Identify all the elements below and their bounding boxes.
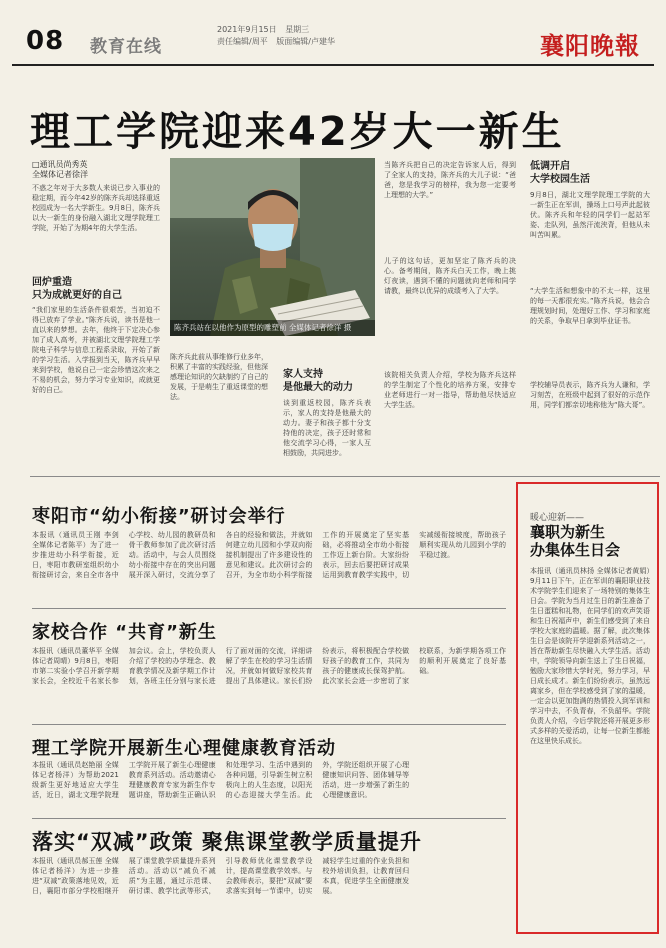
lead-col3-para1: 当陈齐兵把自己的决定告诉家人后，得到了全家人的支持，陈齐兵的大儿子说：“爸爸，您是我学习的榜样，我为您一定要考上理想的大学。” <box>384 161 516 199</box>
masthead-editor-line <box>217 36 335 47</box>
article2-title: 枣阳市“幼小衔接”研讨会举行 <box>32 506 286 527</box>
side-title-line1: 襄职为新生 <box>530 523 606 541</box>
lead-byline <box>32 160 88 180</box>
article4-body: 本报讯（通讯员赵艳丽 全媒体记者杨洋）为帮助2021级新生更好地适应大学生活，近日，湖北文理学院理工学院开展了新生心理健康教育系列活动。活动邀请心理健康教育专家为新生作专题讲座，帮助新生正确认识和处理学习、生活中遇到的各种问题，引导新生树立积极向上的人生态度，以阳光的心态迎接大学生活。此外，学院还组织开展了心理健康知识问答、团体辅导等活动，进一步增强了新生的心理健康意识。 <box>32 761 410 799</box>
article3-body: 本报讯（通讯员董华平 全媒体记者周晴）9月8日，枣阳市第二实验小学召开新学期家长会，全校近千名家长参加会议。会上，学校负责人介绍了学校的办学理念、教育教学情况及新学期工作计划，各班主任分别与家长进行了面对面的交流，详细讲解了学生在校的学习生活情况，并就如何做好家校共育提出了具体建议。家长们纷纷表示，将积极配合学校做好孩子的教育工作，共同为孩子的健康成长保驾护航。此次家长会进一步密切了家校联系，为新学期各项工作的顺利开展奠定了良好基础。 <box>32 647 506 685</box>
byline-reporter-2: 全媒体记者徐洋 <box>32 170 88 179</box>
lead-subhead-2 <box>283 368 353 394</box>
masthead <box>12 20 654 66</box>
lead-subhead-4 <box>530 160 590 186</box>
article2-body: 本报讯（通讯员王刚 李剑 全媒体记者陈平）为了进一步推进幼小科学衔接，近日，枣阳市教研室组织幼小衔接研讨会，来自全市各中心学校、幼儿园的教研员和骨干教师参加了此次研讨活动。活动中，与会人员围绕幼小衔接中存在的突出问题展开深入研讨，交流分享了各自的经验和做法，并就如何建立幼儿园和小学双向衔接机制提出了许多建设性的意见和建议。此次研讨会的召开，为全市幼小科学衔接工作的开展奠定了坚实基础，必将推动全市幼小衔接工作迈上新台阶。大家纷纷表示，回去后要把研讨成果运用到教育教学实践中，切实减缓衔接坡度，帮助孩子顺利实现从幼儿园到小学的平稳过渡。 <box>32 531 506 579</box>
masthead-editor: 责任编辑/周平 <box>217 37 268 46</box>
lead-col1-para1: 不惑之年对于大多数人来说已步入事业的稳定期，而今年42岁的陈齐兵却选择重返校园成为一名大学新生。9月8日，陈齐兵以大一新生的身份融入湖北文理学院理工学院，开始了为期4年的大学生活。 <box>32 184 160 232</box>
side-body: 本报讯（通讯员林扬 全媒体记者黄娟）9月11日下午，正在军训的襄阳职业技术学院学生们迎来了一场特别的集体生日会。学院为当月过生日的新生准备了生日蛋糕和礼物，在同学们的欢声笑语和生日祝福声中，新生们感受到了来自学校大家庭的温暖。据了解，此次集体生日会是该院开学迎新系列活动之一，旨在帮助新生尽快融入大学生活。活动中，学院领导向新生送上了生日祝福，勉励大家珍惜大学时光，努力学习，早日成长成才。新生们纷纷表示，虽然远离家乡，但在学校感受到了家的温暖，一定会以更加饱满的热情投入到军训和学习中去，不负青春，不负韶华。学院负责人介绍，今后学院还将开展更多形式多样的关爱活动，让每一位新生都能在这里快乐成长。 <box>530 567 650 745</box>
page-number: 08 <box>26 26 65 56</box>
masthead-date-line <box>217 24 309 35</box>
lead-subhead-1 <box>32 276 122 302</box>
masthead-layout: 版面编辑/卢建华 <box>276 37 335 46</box>
lead-col4-para3: 学校辅导员表示，陈齐兵为人谦和，学习刻苦，在班级中起到了很好的示范作用，同学们都亲切地称他为“陈大哥”。 <box>530 381 650 409</box>
masthead-weekday: 星期三 <box>285 25 310 34</box>
masthead-date: 2021年9月15日 <box>217 25 277 34</box>
subhead-4b: 大学校园生活 <box>530 174 590 185</box>
photo-illustration <box>170 158 375 336</box>
lead-col4-para1: 9月8日，湖北文理学院理工学院的大一新生正在军训，操场上口号声此起彼伏。陈齐兵和年轻的同学们一起站军姿、走队列，虽然汗流浃背，但他从未叫苦叫累。 <box>530 191 650 239</box>
divider-2 <box>32 608 506 609</box>
newspaper-brand-logo: 襄阳晚報 <box>540 31 640 60</box>
subhead-1a: 回炉重造 <box>32 277 72 288</box>
section-name: 教育在线 <box>90 37 162 57</box>
divider-4 <box>32 818 506 819</box>
subhead-1b: 只为成就更好的自己 <box>32 290 122 301</box>
side-title <box>530 523 620 559</box>
subhead-2b: 是他最大的动力 <box>283 382 353 393</box>
article3-title: 家校合作 “共育”新生 <box>32 622 217 643</box>
byline-reporter: □通讯员尚秀英 <box>32 160 88 169</box>
lead-col4-para2: “大学生活和想象中的不太一样，这里的每一天都很充实。”陈齐兵说，他会合理规划时间，处理好工作、学习和家庭的关系，争取早日拿到毕业证书。 <box>530 287 650 325</box>
lead-headline: 理工学院迎来42岁大一新生 <box>30 109 565 155</box>
subhead-4a: 低调开启 <box>530 161 570 172</box>
lead-col3-para3: 该院相关负责人介绍，学校为陈齐兵这样的学生制定了个性化的培养方案，安排专业老师进行一对一指导，帮助他尽快适应大学生活。 <box>384 371 516 409</box>
lead-col1-para2: “我们家里的生活条件很艰苦，当初迫不得已放弃了学业。”陈齐兵说，读书是他一直以来的梦想。去年，他终于下定决心参加了成人高考，并被湖北文理学院理工学院电子科学与信息工程系录取，开始了新的学习生活。入学报到当天，陈齐兵早早来到学校，他说自己一定会珍惜这次来之不易的机会，努力学习专业知识，成就更好的自己。 <box>32 306 160 394</box>
lead-col2-para1: 陈齐兵此前从事维修行业多年，积累了丰富的实践经验，但他深感理论知识的欠缺制约了自己的发展，于是萌生了重返课堂的想法。 <box>170 353 268 401</box>
lead-photo <box>170 158 375 336</box>
side-kicker: 暖心迎新—— <box>530 513 585 523</box>
photo-caption: 陈齐兵站在以他作为原型的雕塑前 全媒体记者徐洋 摄 <box>170 320 375 336</box>
side-title-line2: 办集体生日会 <box>530 541 621 559</box>
section-divider <box>30 476 660 477</box>
subhead-2a: 家人支持 <box>283 369 323 380</box>
lead-col2-para2: 谈到重返校园，陈齐兵表示，家人的支持是他最大的动力。妻子和孩子都十分支持他的决定，孩子还时常和他交流学习心得，一家人互相鼓励，共同进步。 <box>283 399 371 457</box>
article4-title: 理工学院开展新生心理健康教育活动 <box>32 738 336 759</box>
article5-body: 本报讯（通讯员郝玉莲 全媒体记者杨洋）为进一步推进“双减”政策落地见效，近日，襄阳市部分学校相继开展了课堂教学质量提升系列活动。活动以“减负不减质”为主题，通过示范课、研讨课、教学比武等形式，引导教师优化课堂教学设计，提高课堂教学效率。与会教师表示，要把“双减”要求落实到每一节课中，切实减轻学生过重的作业负担和校外培训负担，让教育回归本真，促进学生全面健康发展。 <box>32 857 410 895</box>
lead-col3-para2: 儿子的这句话，更加坚定了陈齐兵的决心。备考期间，陈齐兵白天工作，晚上挑灯夜读，遇到不懂的问题就向老师和同学请教，最终以优异的成绩考入了大学。 <box>384 257 516 295</box>
article5-title: 落实“双减”政策 聚焦课堂教学质量提升 <box>32 830 422 854</box>
divider-3 <box>32 724 506 725</box>
